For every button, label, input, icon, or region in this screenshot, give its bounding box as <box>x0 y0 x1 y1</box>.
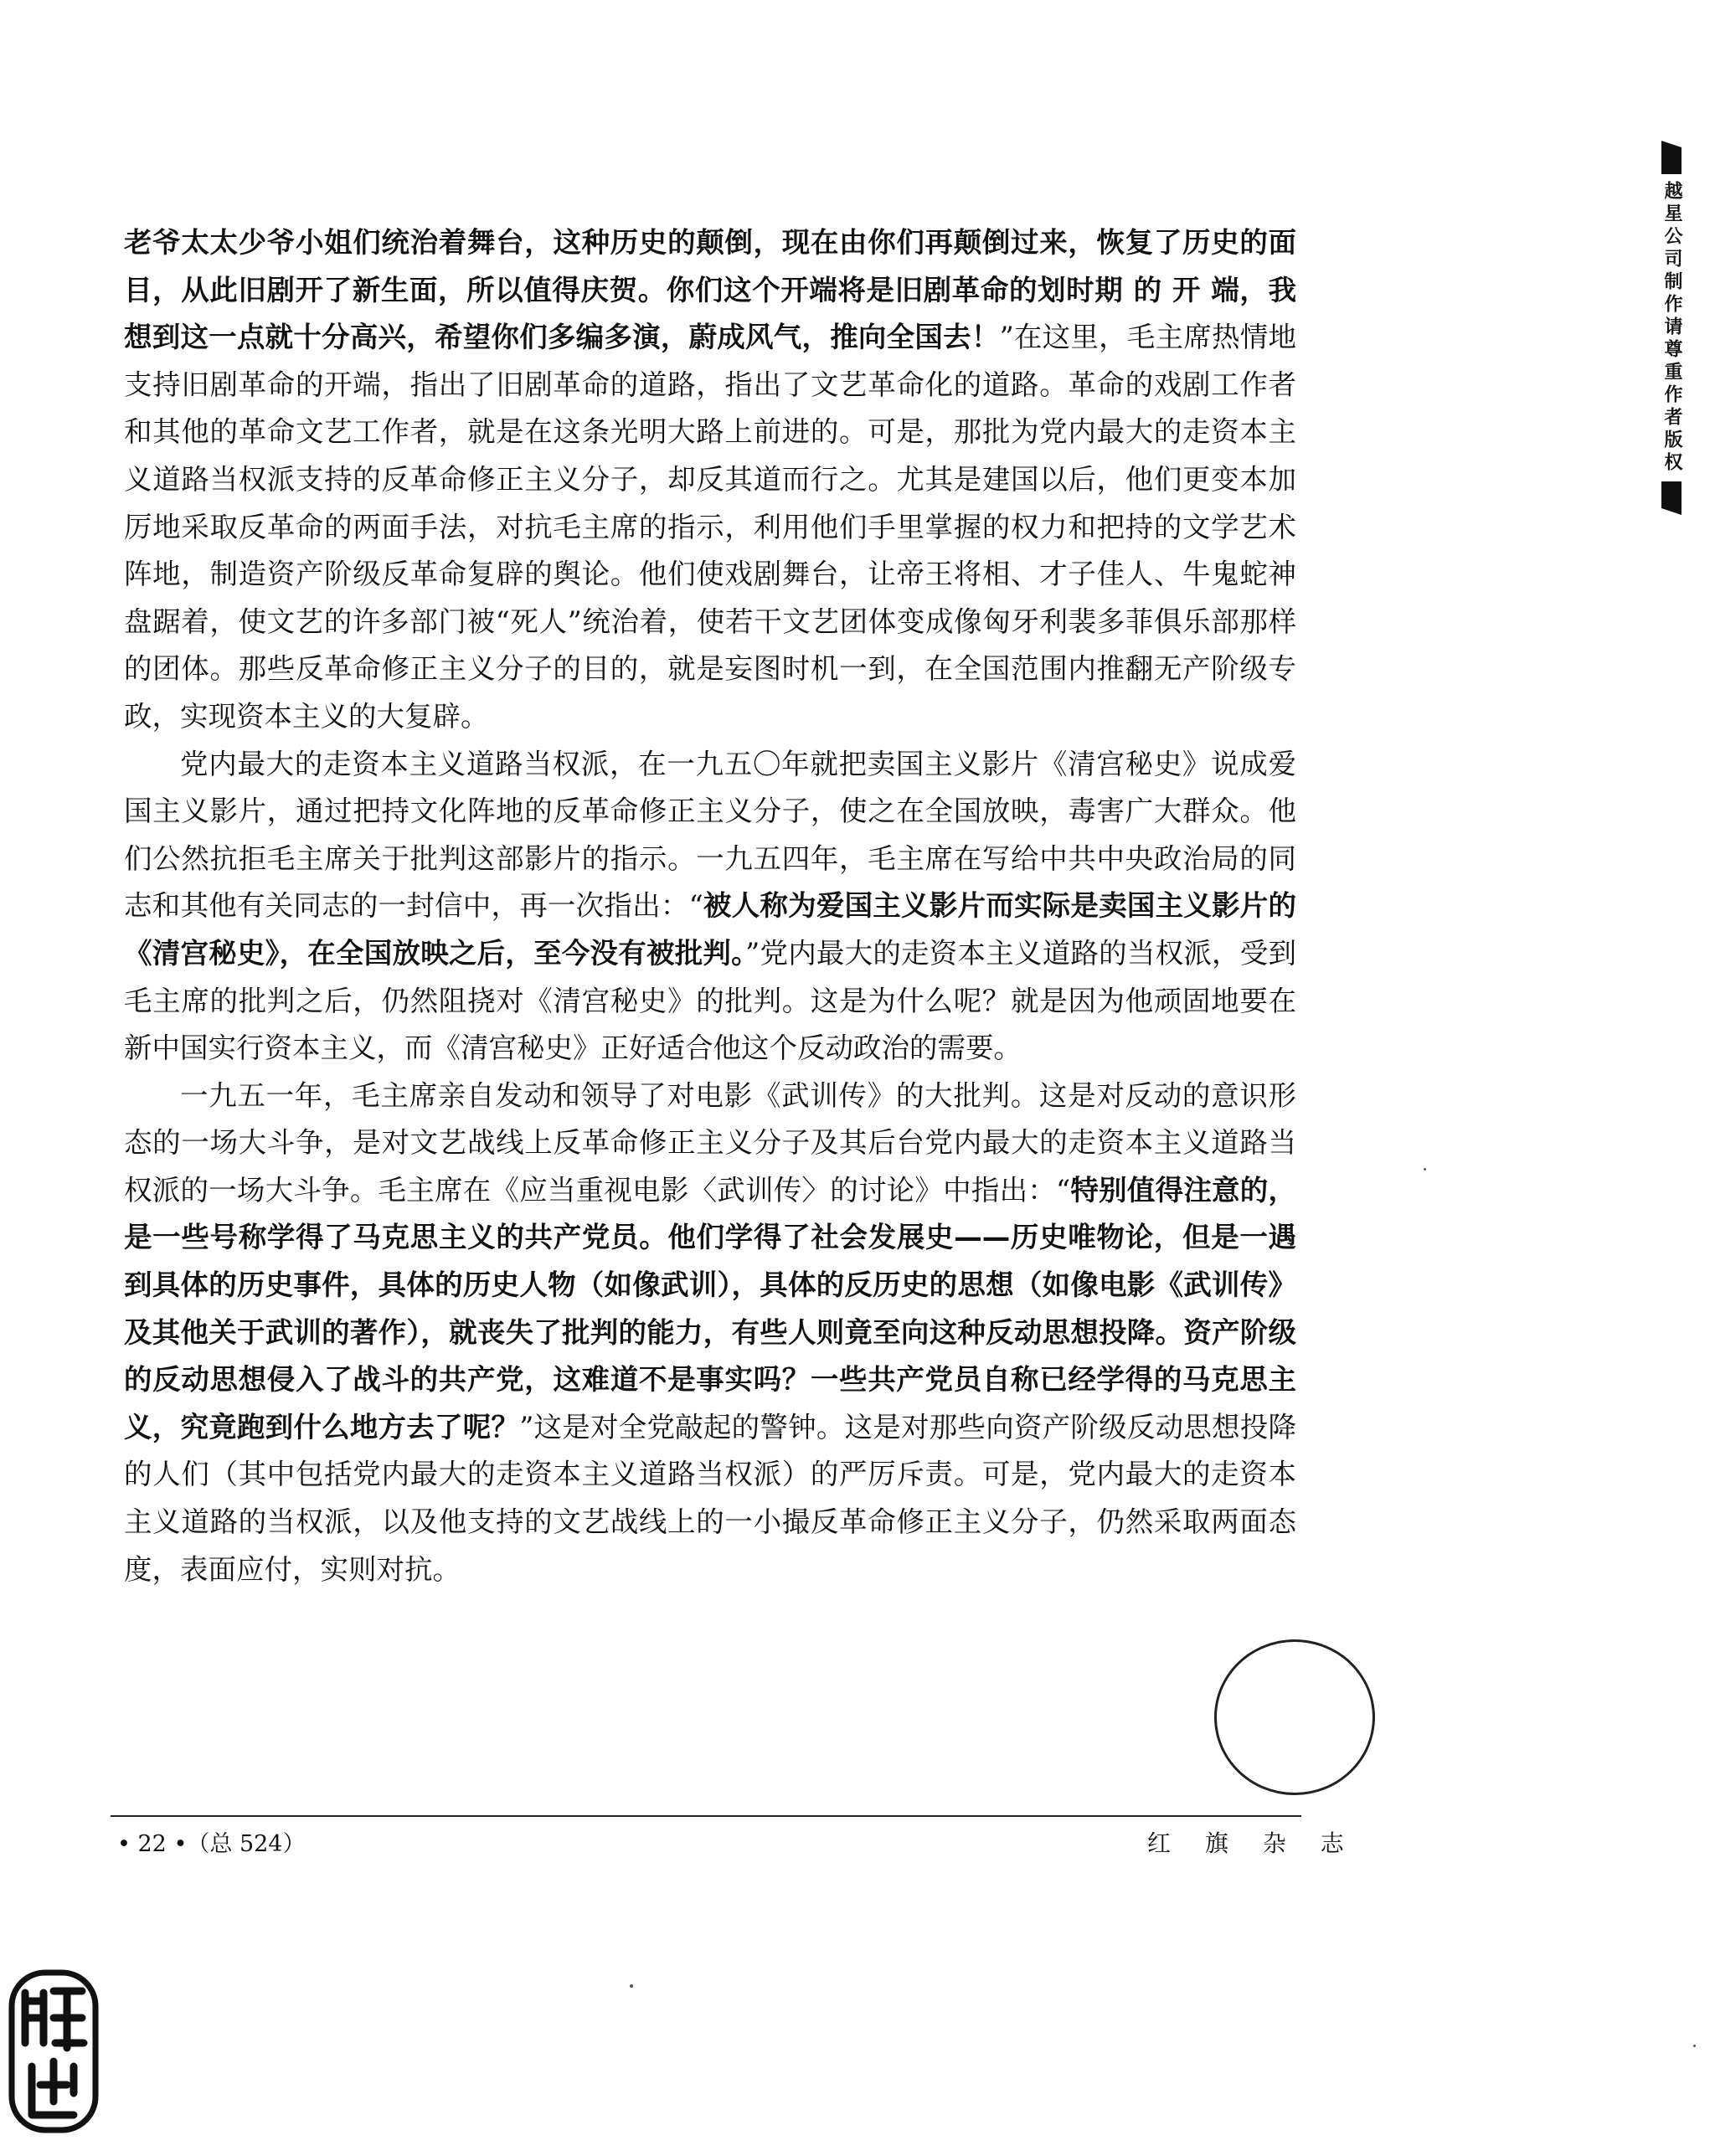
seal-stamp <box>7 1968 100 2135</box>
handwritten-circle-mark <box>1214 1639 1375 1795</box>
paragraph-2 <box>124 741 1296 1073</box>
scan-speck <box>630 1984 633 1988</box>
footer-divider <box>111 1815 1301 1817</box>
side-bar-top <box>1661 141 1682 174</box>
quote-bold: 老爷太太少爷小姐们统治着舞台，这种历史的颠倒，现在由你们再颠倒过来，恢复了历史的面目，从此旧剧开了新生面，所以值得庆贺。你们这个开端将是旧剧革命的划时期 的 开 端，我想到这一点就十分高兴，希望你们多编多演，蔚成风气，推向全国去！ <box>124 226 1296 354</box>
side-bar-bottom <box>1661 481 1682 515</box>
quote-bold: 特别值得注意的，是一些号称学得了马克思主义的共产党员。他们学得了社会发展史——历史唯物论，但是一遇到具体的历史事件，具体的历史人物（如像武训），具体的反历史的思想（如像电影《武训传》及其他关于武训的著作），就丧失了批判的能力，有些人则竟至向这种反动思想投降。资产阶级的反动思想侵入了战斗的共产党，这难道不是事实吗？一些共产党员自称已经学得的马克思主义，究竟跑到什么地方去了呢？ <box>124 1173 1297 1443</box>
body-text: ”在这里，毛主席热情地支持旧剧革命的开端，指出了旧剧革命的道路，指出了文艺革命化的道路。革命的戏剧工作者和其他的革命文艺工作者，就是在这条光明大路上前进的。可是，那批为党内最大的走资本主义道路当权派支持的反革命修正主义分子，却反其道而行之。尤其是建国以后，他们更变本加厉地采取反革命的两面手法，对抗毛主席的指示，利用他们手里掌握的权力和把持的文学艺术阵地，制造资产阶级反革命复辟的舆论。他们使戏剧舞台，让帝王将相、才子佳人、牛鬼蛇神盘踞着，使文艺的许多部门被“死人”统治着，使若干文艺团体变成像匈牙利裴多菲俱乐部那样的团体。那些反革命修正主义分子的目的，就是妄图时机一到，在全国范围内推翻无产阶级专政，实现资本主义的大复辟。 <box>124 321 1296 733</box>
paragraph-3 <box>124 1073 1296 1594</box>
quote-bold: 被人称为爱国主义影片而实际是卖国主义影片的《清宫秘史》，在全国放映之后，至今没有被批判。 <box>124 889 1296 970</box>
body-text: 一九五一年，毛主席亲自发动和领导了对电影《武训传》的大批判。这是对反动的意识形态的一场大斗争，是对文艺战线上反革命修正主义分子及其后台党内最大的走资本主义道路当权派的一场大斗争。毛主席在《应当重视电影〈武训传〉的讨论》中指出：“ <box>124 1078 1296 1207</box>
copyright-side-notice <box>1655 141 1688 515</box>
paragraph-1 <box>124 219 1296 741</box>
page-number: • 22 •（总 524） <box>117 1831 306 1857</box>
scan-speck <box>1424 1168 1426 1171</box>
body-text: ”党内最大的走资本主义道路的当权派，受到毛主席的批判之后，仍然阻挠对《清宫秘史》的批判。这是为什么呢？就是因为他顽固地要在新中国实行资本主义，而《清宫秘史》正好适合他这个反动政治的需要。 <box>124 936 1296 1065</box>
article-body <box>124 219 1296 1593</box>
body-text: ”这是对全党敲起的警钟。这是对那些向资产阶级反动思想投降的人们（其中包括党内最大的走资本主义道路当权派）的严厉斥责。可是，党内最大的走资本主义道路的当权派，以及他支持的文艺战线上的一小撮反革命修正主义分子，仍然采取两面态度，表面应付，实则对抗。 <box>124 1410 1297 1586</box>
body-text: 党内最大的走资本主义道路当权派，在一九五〇年就把卖国主义影片《清宫秘史》说成爱国主义影片，通过把持文化阵地的反革命修正主义分子，使之在全国放映，毒害广大群众。他们公然抗拒毛主席关于批判这部影片的指示。一九五四年，毛主席在写给中共中央政治局的同志和其他有关同志的一封信中，再一次指出：“ <box>124 747 1296 923</box>
journal-name: 红 旗 杂 志 <box>1147 1829 1357 1857</box>
side-notice-text: 越星公司制作请尊重作者版权 <box>1661 181 1682 475</box>
scan-speck <box>1693 2045 1696 2047</box>
